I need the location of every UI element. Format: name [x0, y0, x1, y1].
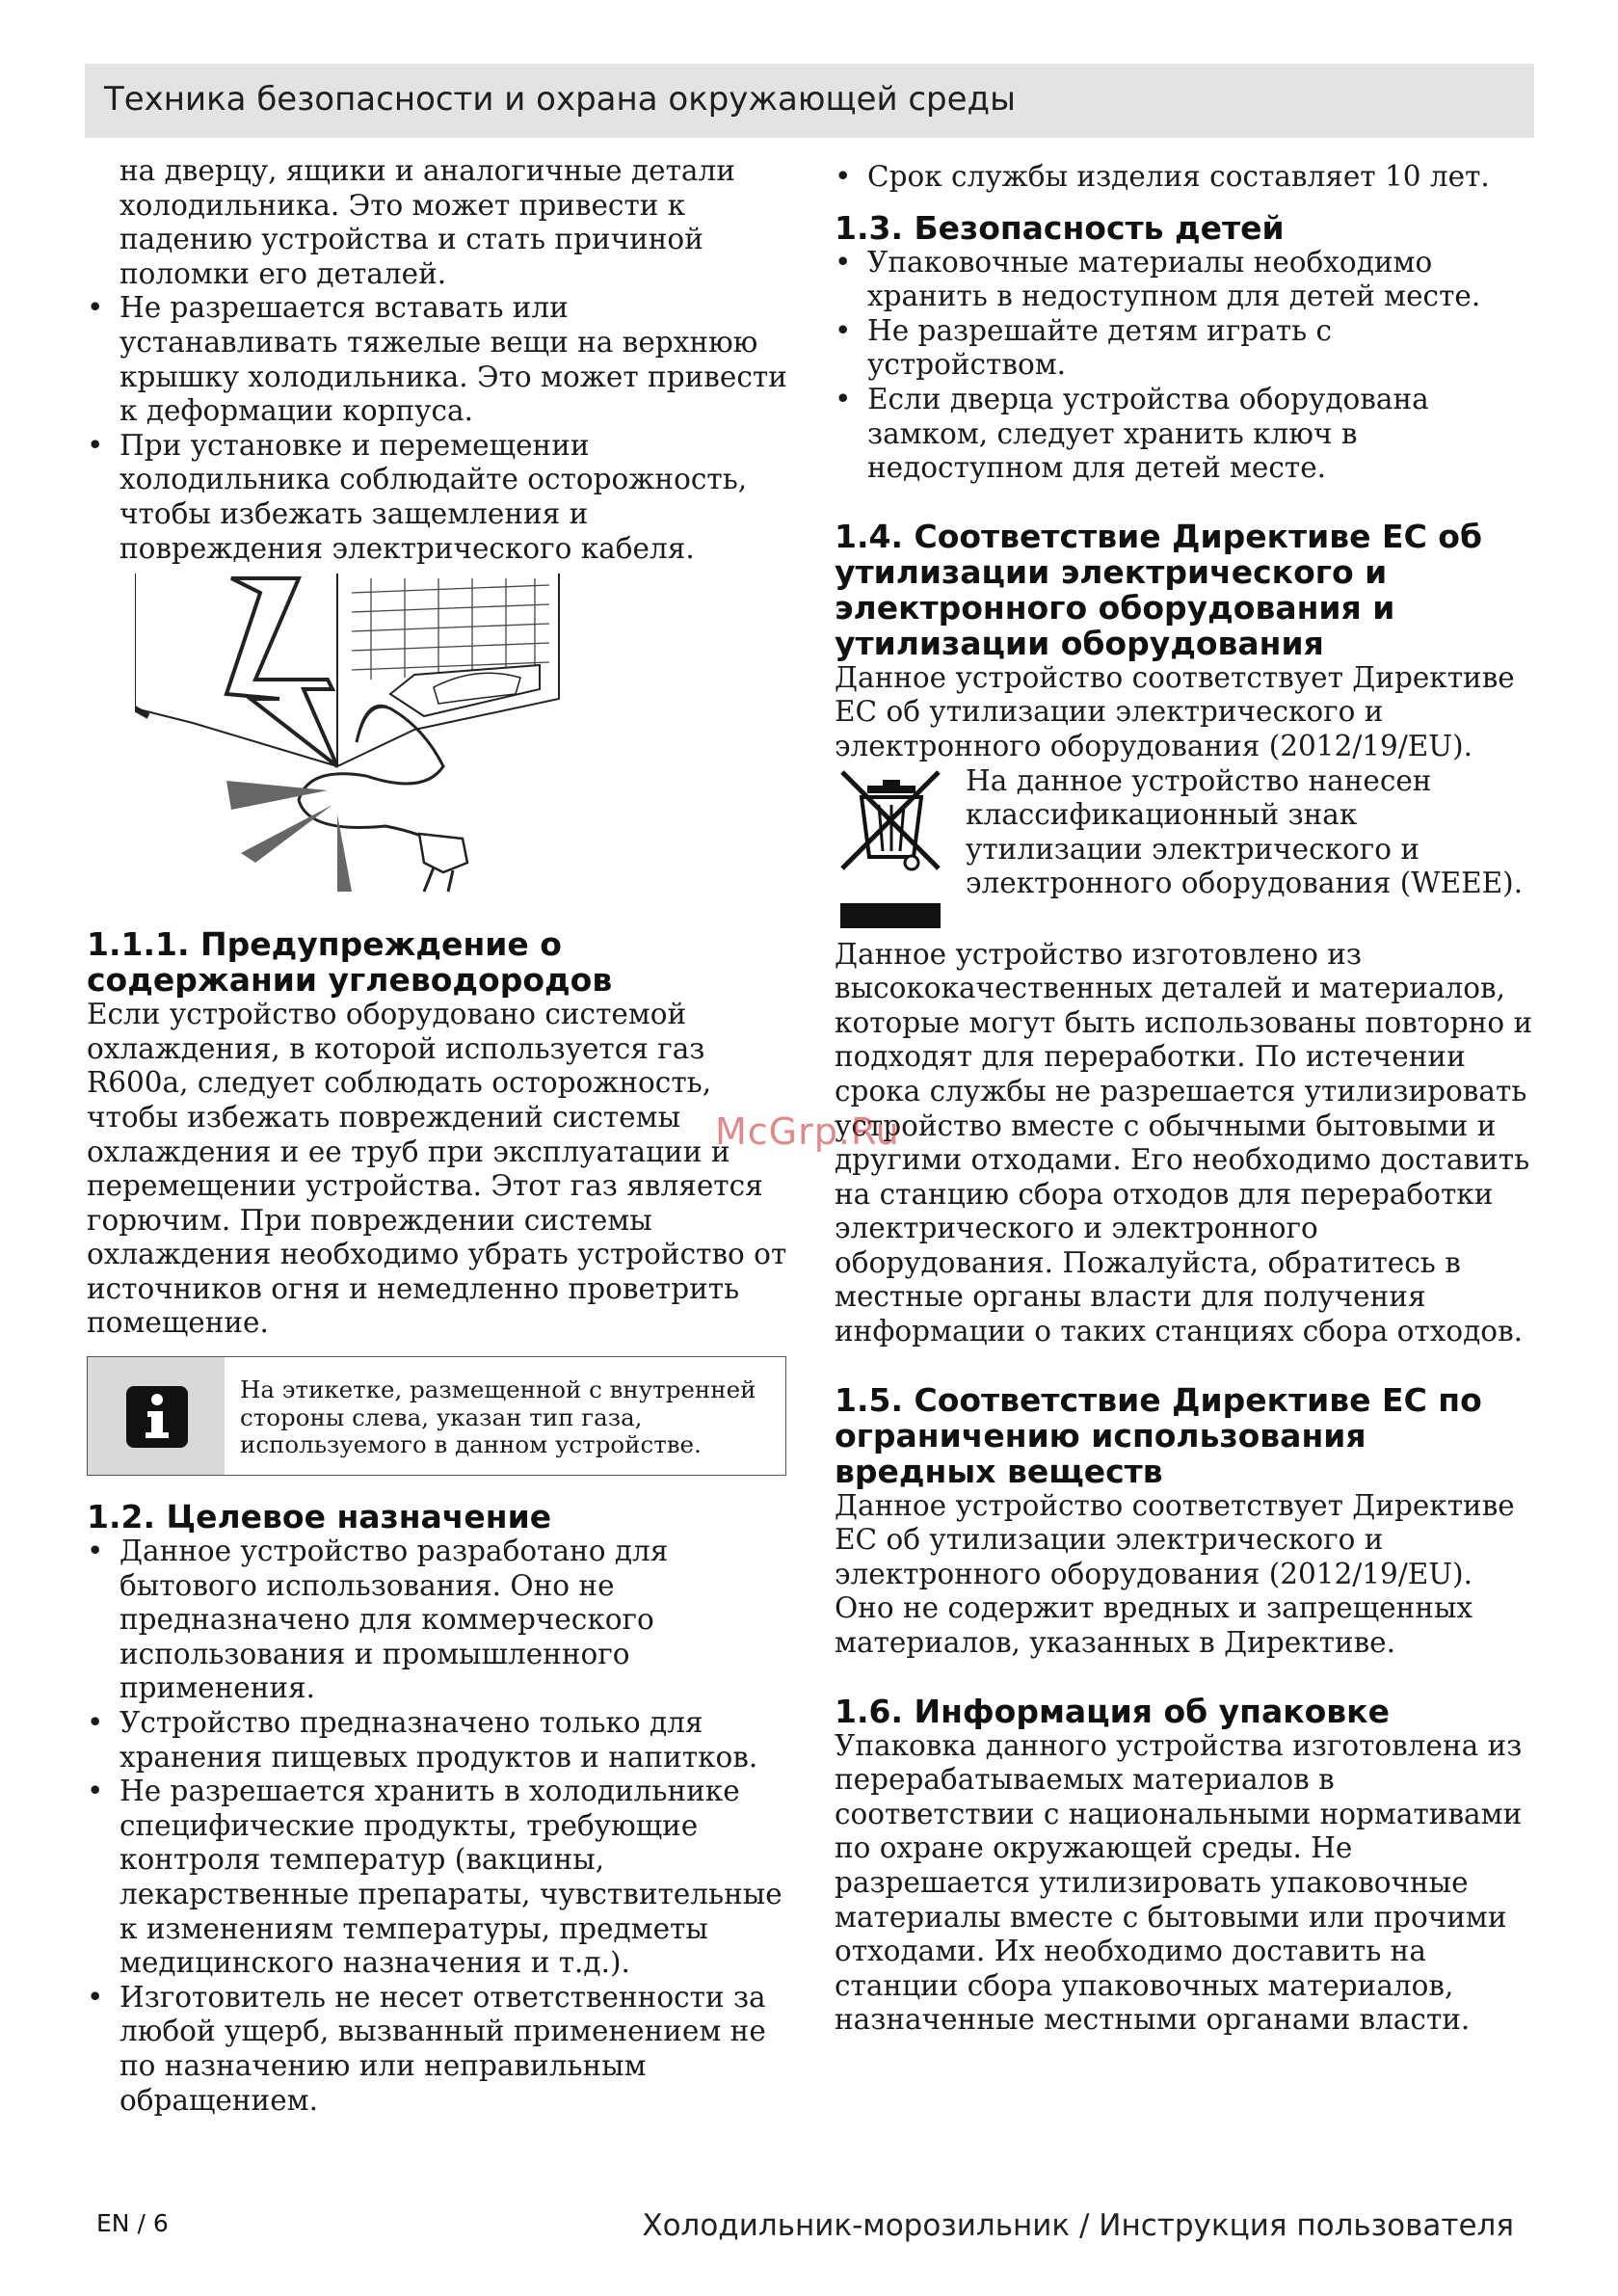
list-item: • Упаковочные материалы необходимо хранить в недоступном для детей месте.	[835, 246, 1538, 314]
info-note	[87, 1356, 786, 1476]
paragraph: Данное устройство изготовлено из высококачественных деталей и материалов, которые могут быть использованы повторно и подходят для переработки. По истечении срока службы не разрешается утилизировать устройство вместе с обычными бытовыми и другими отходами. Его необходимо доставить на станцию сбора отходов для переработки электрического и электронного оборудования. Пожалуйста, обратитесь в местные органы власти для получения информации о таких станциях сбора отходов.	[835, 937, 1533, 1348]
list-item: • Изготовитель не несет ответственности за любой ущерб, вызванный применением не по назначению или неправильным обращением.	[87, 1981, 790, 2118]
section-heading: 1.5. Соответствие Директиве ЕС по ограничению использования вредных веществ	[835, 1380, 1482, 1490]
section-heading: 1.3. Безопасность детей	[835, 208, 1285, 247]
weee-text: На данное устройство нанесен классификационный знак утилизации электрического и электронного оборудования (WEEE).	[966, 763, 1524, 900]
list-item: • Если дверца устройства оборудована замком, следует хранить ключ в недоступном для детей месте.	[835, 383, 1538, 486]
document-title: Холодильник-морозильник / Инструкция пользователя	[642, 2208, 1514, 2243]
watermark: McGrp.Ru	[715, 1110, 900, 1153]
info-text: На этикетке, размещенной с внутренней стороны слева, указан тип газа, используемого в данном устройстве.	[240, 1375, 756, 1459]
section-heading: 1.1.1. Предупреждение о содержании углеводородов	[87, 925, 613, 1000]
paragraph: Данное устройство соответствует Директиве ЕС об утилизации электрического и электронного оборудования (2012/19/EU). Оно не содержит вредных и запрещенных материалов, указанных в Директиве.	[835, 1488, 1515, 1660]
list-item: • Срок службы изделия составляет 10 лет.	[835, 160, 1538, 195]
list-item: • Не разрешайте детям играть с устройством.	[835, 314, 1538, 383]
continued-bullet-text: на дверцу, ящики и аналогичные детали холодильника. Это может привести к падению устройства и стать причиной поломки его деталей.	[119, 154, 735, 290]
header-bar	[85, 64, 1534, 138]
info-icon-cell	[88, 1357, 225, 1475]
list-item: • При установке и перемещении холодильника соблюдайте осторожность, чтобы избежать защемления и повреждения электрического кабеля.	[87, 429, 790, 566]
list-item: • Устройство предназначено только для хранения пищевых продуктов и напитков.	[87, 1706, 790, 1775]
list-item: • Не разрешается вставать или устанавливать тяжелые вещи на верхнюю крышку холодильника. Это может привести к деформации корпуса.	[87, 291, 790, 428]
paragraph: Упаковка данного устройства изготовлена из перерабатываемых материалов в соответствии с национальными нормативами по охране окружающей среды. Не разрешается утилизировать упаковочные материалы вместе с бытовыми или прочими отходами. Их необходимо доставить на станции сбора упаковочных материалов, назначенные местными органами власти.	[835, 1728, 1523, 2037]
paragraph: Если устройство оборудовано системой охлаждения, в которой используется газ R600a, следует соблюдать осторожность, чтобы избежать повреждений системы охлаждения и ее труб при эксплуатации и перемещении устройства. Этот газ является горючим. При повреждении системы охлаждения необходимо убрать устройство от источников огня и немедленно проветрить помещение.	[87, 998, 787, 1340]
crossed-bin-icon	[838, 768, 942, 938]
cable-pinch-illustration	[135, 574, 636, 901]
info-icon	[126, 1386, 188, 1448]
page-number: EN / 6	[96, 2209, 169, 2237]
list-item: • Не разрешается хранить в холодильнике специфические продукты, требующие контроля температур (вакцины, лекарственные препараты, чувствительные к изменениям температуры, предметы медицинского назначения и т.д.).	[87, 1775, 790, 1981]
paragraph: Данное устройство соответствует Директиве ЕС об утилизации электрического и электронного оборудования (2012/19/EU).	[835, 660, 1515, 762]
right-column	[835, 160, 1538, 2038]
list-item: • Данное устройство разработано для бытового использования. Оно не предназначено для коммерческого использования и промышленного применения.	[87, 1535, 790, 1706]
weee-block	[835, 764, 1538, 938]
left-column	[87, 154, 790, 2118]
page-title: Техника безопасности и охрана окружающей среды	[104, 80, 1016, 119]
section-heading: 1.2. Целевое назначение	[87, 1498, 552, 1536]
section-heading: 1.6. Информация об упаковке	[835, 1692, 1390, 1730]
section-heading: 1.4. Соответствие Директиве ЕС об утилизации электрического и электронного оборудования и утилизации оборудования	[835, 517, 1483, 662]
